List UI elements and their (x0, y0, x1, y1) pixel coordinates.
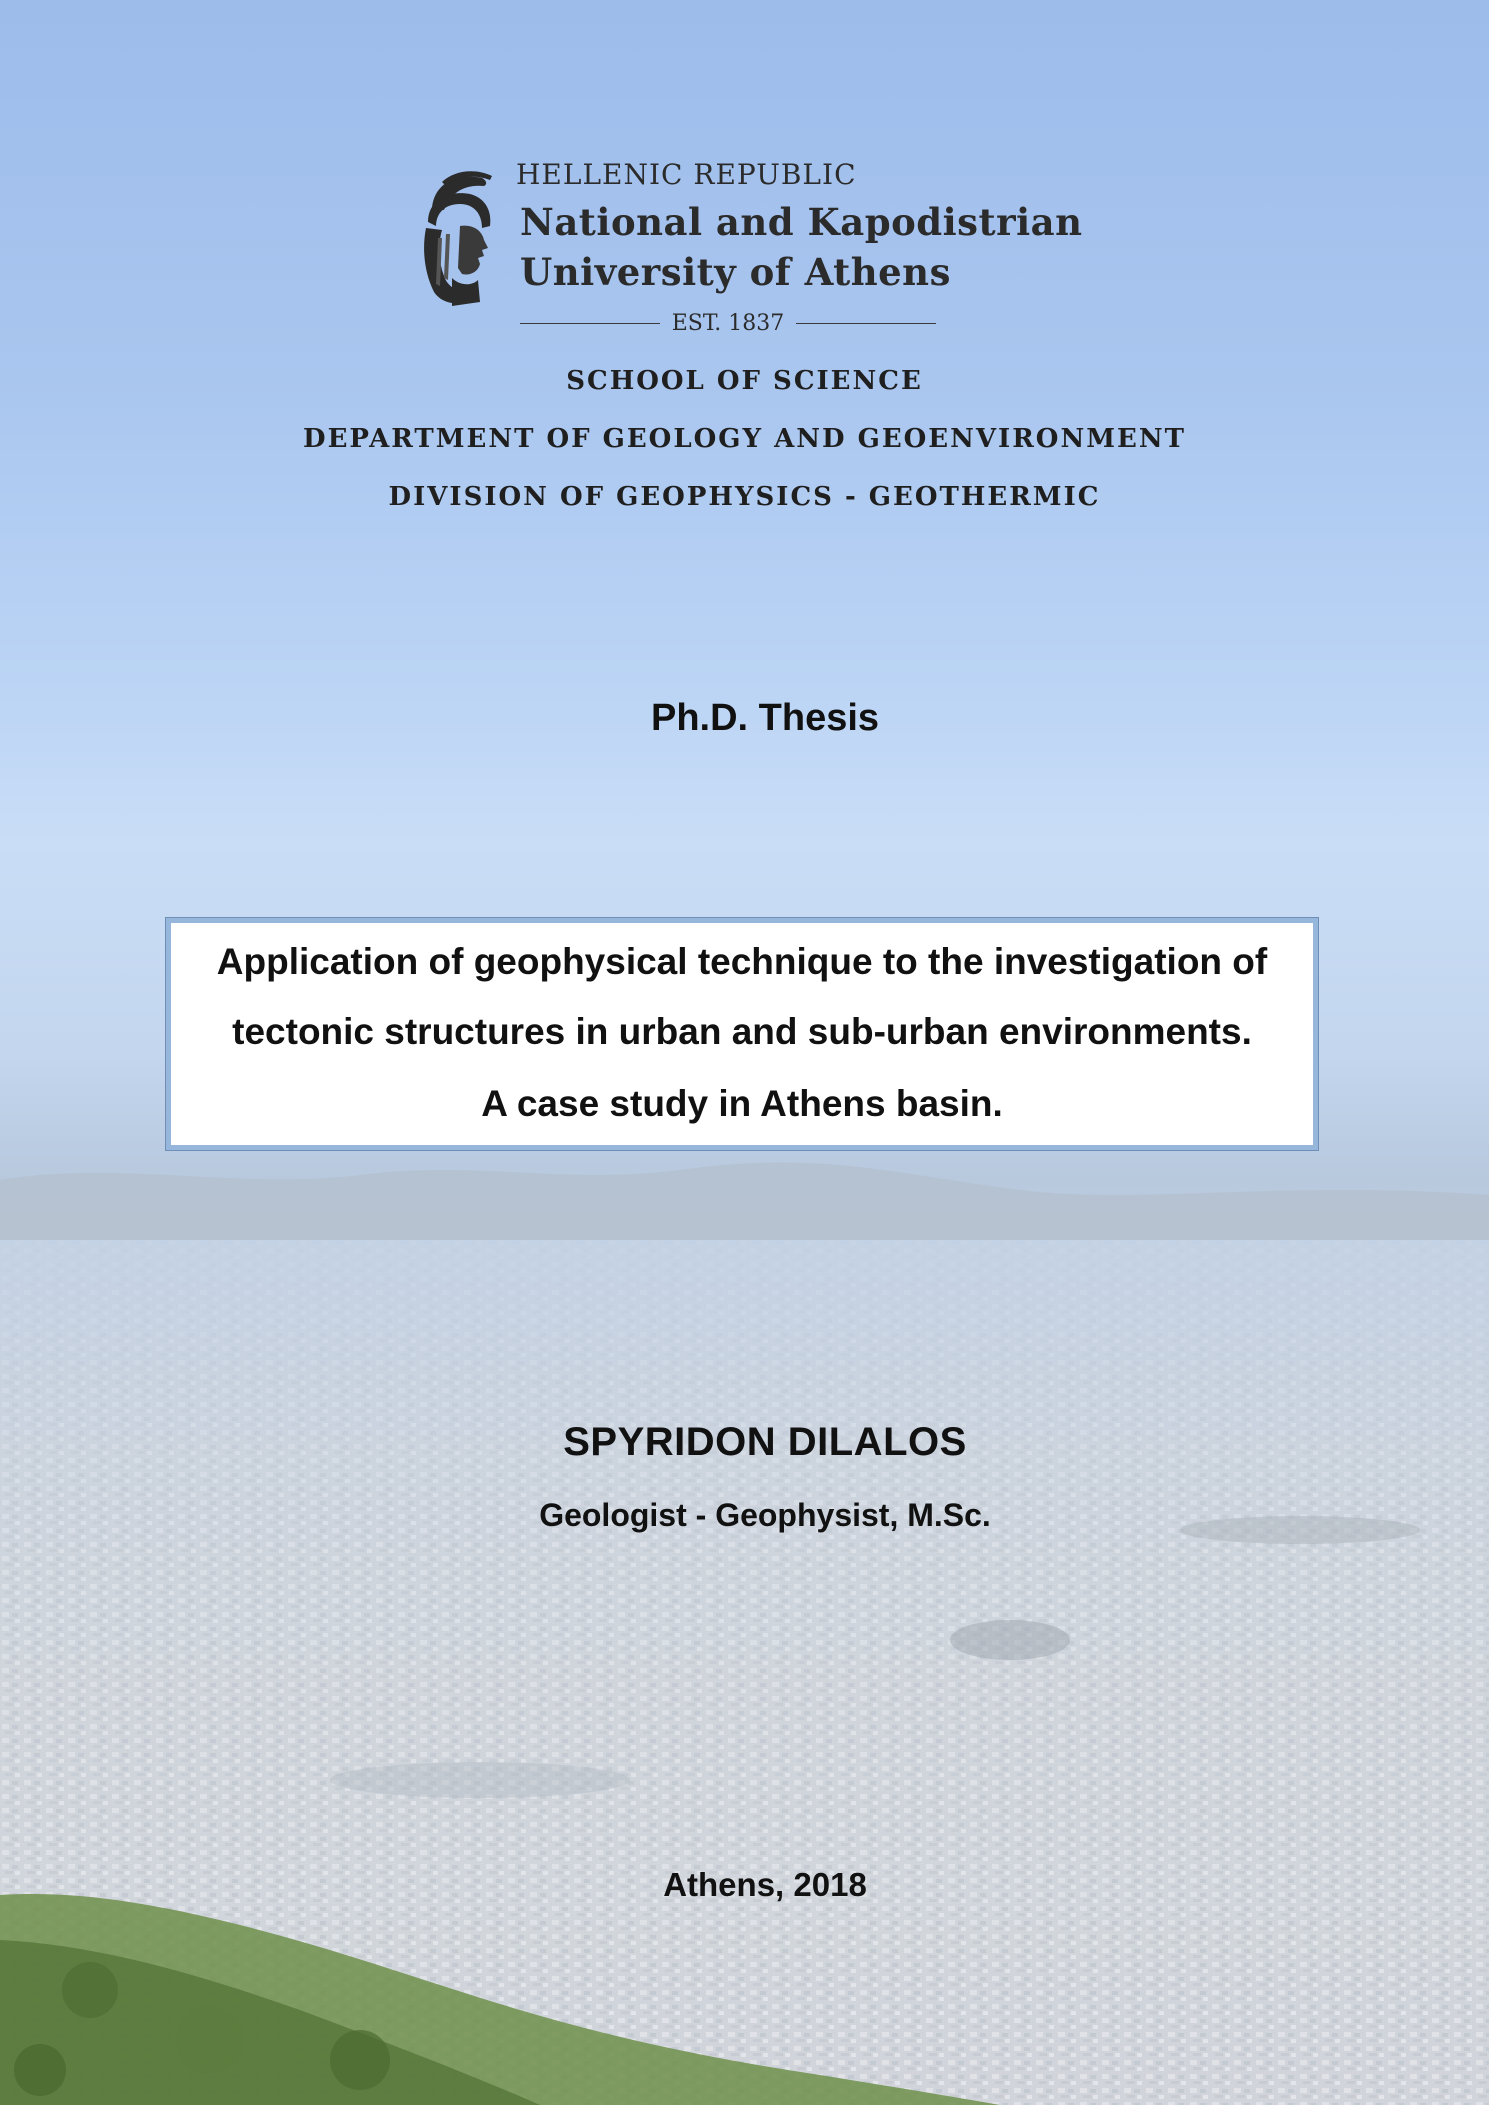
author-name: SPYRIDON DILALOS (563, 1420, 967, 1464)
divider (796, 323, 936, 324)
university-logo (412, 158, 1083, 338)
divider (520, 323, 660, 324)
place-date: Athens, 2018 (663, 1866, 867, 1903)
athena-helmet-icon (412, 168, 500, 308)
university-name-line1: National and Kapodistrian (520, 200, 1083, 244)
author-credentials: Geologist - Geophysist, M.Sc. (539, 1497, 991, 1533)
division-name: DIVISION OF GEOPHYSICS - GEOTHERMIC (388, 482, 1101, 512)
thesis-title-box (166, 918, 1318, 1150)
thesis-type: Ph.D. Thesis (650, 697, 880, 739)
title-line-2: tectonic structures in urban and sub-urban environments. (232, 1011, 1252, 1052)
school-name: SCHOOL OF SCIENCE (566, 366, 923, 396)
established-year: EST. 1837 (671, 310, 785, 336)
department-name: DEPARTMENT OF GEOLOGY AND GEOENVIRONMENT (303, 424, 1186, 454)
university-name-line2: University of Athens (520, 250, 951, 294)
title-line-3: A case study in Athens basin. (481, 1083, 1003, 1124)
country-name: HELLENIC REPUBLIC (516, 158, 857, 191)
established-row (520, 308, 936, 338)
title-line-1: Application of geophysical technique to the investigation of (216, 941, 1268, 982)
